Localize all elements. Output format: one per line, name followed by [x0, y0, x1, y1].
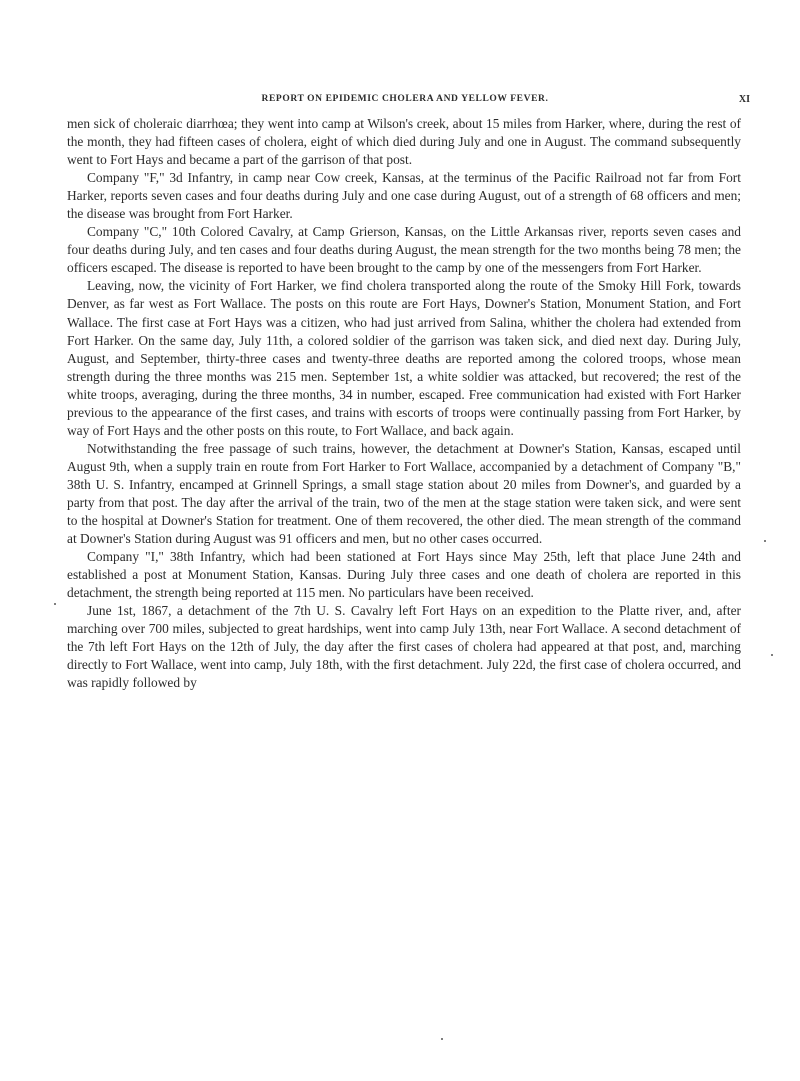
paragraph-3: Company "C," 10th Colored Cavalry, at Camp Grierson, Kansas, on the Little Arkansas river, reports seven cases and four deaths during July, and ten cases and four deaths during August, the mean strength for the two months being 78 men; the officers escaped. The disease is reported to have been brought to the camp by one of the messengers from Fort Harker.	[67, 224, 741, 276]
margin-speck	[764, 540, 766, 542]
paragraph-2: Company "F," 3d Infantry, in camp near Cow creek, Kansas, at the terminus of the Pacific Railroad not far from Fort Harker, reports seven cases and four deaths during July and one case during August, out of a strength of 68 officers and men; the disease was brought from Fort Harker.	[67, 170, 741, 222]
paragraph-5: Notwithstanding the free passage of such trains, however, the detachment at Downer's Station, Kansas, escaped until August 9th, when a supply train en route from Fort Harker to Fort Wallace, accompanied by a detachment of Company "B," 38th U. S. Infantry, encamped at Grinnell Springs, a small stage station about 20 miles from Downer's, and guarded by a party from that post. The day after the arrival of the train, two of the men at the stage station were taken sick, and were sent to the hospital at Downer's Station for treatment. One of them recovered, the other died. The mean strength of the command at Downer's Station during August was 91 officers and men, but no other cases occurred.	[67, 440, 741, 547]
paragraph-1: men sick of choleraic diarrhœa; they went into camp at Wilson's creek, about 15 miles from Harker, where, during the rest of the month, they had fifteen cases of cholera, eight of which died during July and one in August. The command subsequently went to Fort Hays and became a part of the garrison of that post.	[67, 116, 741, 168]
paragraph-4: Leaving, now, the vicinity of Fort Harker, we find cholera transported along the route of the Smoky Hill Fork, towards Denver, as far west as Fort Wallace. The posts on this route are Fort Hays, Downer's Station, Monument Station, and Fort Wallace. The first case at Fort Hays was a citizen, who had just arrived from Salina, whither the cholera had extended from Fort Harker. On the same day, July 11th, a colored soldier of the garrison was taken sick, and died next day. During July, August, and September, thirty-three cases and twenty-three deaths are reported among the colored troops, whose mean strength during the three months was 215 men. September 1st, a white soldier was attacked, but recovered; the rest of the white troops, averaging, during the three months, 34 in number, escaped. Free communication had existed with Fort Harker previous to the appearance of the first cases, and trains with escorts of troops were continually passing from Fort Harker, by way of Fort Hays and the other posts on this route, to Fort Wallace, and back again.	[67, 278, 741, 438]
paragraph-6: Company "I," 38th Infantry, which had been stationed at Fort Hays since May 25th, left that place June 24th and established a post at Monument Station, Kansas. During July three cases and one death of cholera are reported in this detachment, the strength being reported at 115 men. No particulars have been received.	[67, 549, 741, 601]
margin-speck	[771, 654, 773, 656]
paragraph-7: June 1st, 1867, a detachment of the 7th U. S. Cavalry left Fort Hays on an expedition to the Platte river, and, after marching over 700 miles, subjected to great hardships, went into camp July 13th, near Fort Wallace. A second detachment of the 7th left Fort Hays on the 12th of July, the day after the first cases of cholera had appeared at that post, and, marching directly to Fort Wallace, went into camp, July 18th, with the first detachment. July 22d, the first case of cholera occurred, and was rapidly followed by	[67, 603, 741, 691]
page-number: XI	[738, 94, 750, 105]
margin-speck	[441, 1038, 443, 1040]
body-text	[67, 115, 741, 693]
margin-speck	[54, 603, 56, 605]
running-head-title: REPORT ON EPIDEMIC CHOLERA AND YELLOW FEVER.	[261, 94, 549, 104]
running-head	[60, 94, 750, 110]
